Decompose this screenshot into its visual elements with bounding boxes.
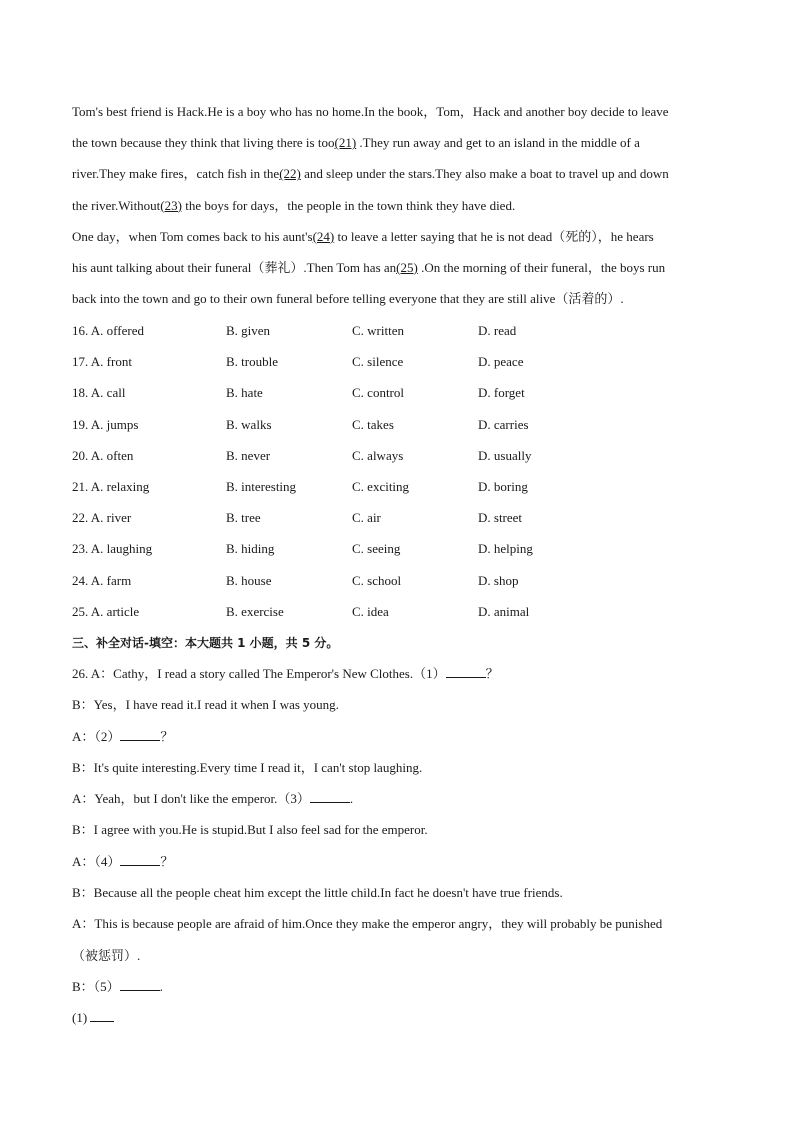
option-d[interactable]: D. shop [478, 572, 519, 588]
option-c[interactable]: C. school [352, 572, 402, 588]
passage-line: river.They make fires，catch fish in the(22) and sleep under the stars.They also make a boat to travel up and down [72, 166, 669, 182]
option-b[interactable]: B. hiding [226, 541, 275, 557]
passage-line: Tom's best friend is Hack.He is a boy who has no home.In the book，Tom，Hack and another boy decide to leave [72, 104, 669, 119]
reading-passage [72, 101, 722, 319]
option-row [72, 538, 722, 569]
blank-22[interactable]: (22) [279, 166, 301, 182]
passage-line: back into the town and go to their own funeral before telling everyone that they are still alive（活着的）. [72, 291, 624, 307]
blank-25[interactable]: (25) [396, 259, 418, 275]
option-a[interactable]: 23. A. laughing [72, 541, 153, 557]
option-c[interactable]: C. takes [352, 416, 394, 432]
option-b[interactable]: B. walks [226, 416, 272, 432]
dialog-line: A：（4） ？ [72, 851, 722, 882]
option-row [72, 476, 722, 507]
option-row [72, 570, 722, 601]
blank-24[interactable]: (24) [312, 228, 335, 244]
option-b[interactable]: B. house [226, 572, 272, 588]
option-a[interactable]: 24. A. farm [72, 572, 132, 588]
option-b[interactable]: B. exercise [226, 603, 284, 619]
option-a[interactable]: 25. A. article [72, 603, 140, 619]
dialogue [72, 663, 722, 1039]
option-d[interactable]: D. forget [478, 385, 525, 401]
option-d[interactable]: D. read [478, 323, 517, 338]
option-c[interactable]: C. exciting [352, 478, 410, 494]
answer-field-1[interactable] [90, 1007, 114, 1022]
option-c[interactable]: C. air [352, 510, 381, 526]
dialog-line: A：（2） ？ [72, 726, 722, 757]
option-c[interactable]: C. idea [352, 603, 389, 619]
answer-blank-4[interactable] [120, 851, 160, 866]
option-row [72, 414, 722, 445]
option-row [72, 382, 722, 413]
answer-blank-1[interactable] [446, 663, 486, 678]
option-row [72, 320, 722, 351]
answer-blank-3[interactable] [310, 788, 350, 803]
dialog-line: B：It's quite interesting.Every time I read it，I can't stop laughing. [72, 759, 423, 775]
option-row [72, 507, 722, 538]
option-b[interactable]: B. trouble [226, 354, 278, 370]
dialog-line: A：Yeah，but I don't like the emperor.（3） . [72, 788, 722, 819]
option-d[interactable]: D. carries [478, 416, 529, 432]
option-c[interactable]: C. control [352, 385, 404, 401]
option-b[interactable]: B. interesting [226, 478, 297, 494]
dialog-line: B：I agree with you.He is stupid.But I also feel sad for the emperor. [72, 822, 428, 838]
dialog-line: B：Because all the people cheat him except the little child.In fact he doesn't have true friends. [72, 885, 563, 901]
option-c[interactable]: C. seeing [352, 541, 401, 557]
option-c[interactable]: C. silence [352, 354, 404, 370]
option-d[interactable]: D. boring [478, 478, 528, 494]
passage-line: the river.Without(23) the boys for days，the people in the town think they have died. [72, 197, 516, 213]
option-b[interactable]: B. never [226, 447, 271, 463]
dialog-line: （被惩罚）. [72, 947, 141, 963]
dialog-line: B：（5） . [72, 976, 722, 1007]
option-d[interactable]: D. usually [478, 447, 532, 463]
option-row [72, 601, 722, 632]
passage-line: his aunt talking about their funeral（葬礼）.Then Tom has an(25) .On the morning of their funeral，the boys run [72, 259, 666, 275]
answer-blank-2[interactable] [120, 726, 160, 741]
option-b[interactable]: B. given [226, 323, 271, 338]
option-b[interactable]: B. tree [226, 510, 261, 526]
option-c[interactable]: C. written [352, 323, 404, 338]
option-a[interactable]: 21. A. relaxing [72, 478, 150, 494]
option-a[interactable]: 22. A. river [72, 510, 132, 526]
option-row [72, 445, 722, 476]
option-d[interactable]: D. helping [478, 541, 533, 557]
option-b[interactable]: B. hate [226, 385, 263, 401]
answer-options [72, 320, 722, 632]
dialog-line: 26. A：Cathy，I read a story called The Emperor's New Clothes.（1） ？ [72, 663, 722, 694]
option-a[interactable]: 19. A. jumps [72, 416, 139, 432]
blank-23[interactable]: (23) [160, 197, 182, 213]
passage-line: the town because they think that living there is too(21) .They run away and get to an island in the middle of a [72, 135, 640, 151]
dialog-line: B：Yes，I have read it.I read it when I was young. [72, 697, 339, 713]
passage-line: One day，when Tom comes back to his aunt's(24) to leave a letter saying that he is not dead（死的），he hears [72, 228, 654, 244]
blank-21[interactable]: (21) [334, 135, 357, 151]
option-a[interactable]: 17. A. front [72, 354, 132, 370]
option-c[interactable]: C. always [352, 447, 404, 463]
option-a[interactable]: 20. A. often [72, 447, 134, 463]
answer-blank-5[interactable] [120, 976, 160, 991]
section-heading: 三、补全对话-填空：本大题共 1 小题，共 5 分。 [72, 636, 339, 650]
option-d[interactable]: D. animal [478, 603, 530, 619]
option-a[interactable]: 16. A. offered [72, 323, 144, 338]
dialog-line: A：This is because people are afraid of him.Once they make the emperor angry，they will probably be punished [72, 916, 663, 932]
option-d[interactable]: D. peace [478, 354, 524, 370]
option-a[interactable]: 18. A. call [72, 385, 126, 401]
answer-line: (1) [72, 1007, 722, 1038]
option-row [72, 351, 722, 382]
option-d[interactable]: D. street [478, 510, 523, 526]
